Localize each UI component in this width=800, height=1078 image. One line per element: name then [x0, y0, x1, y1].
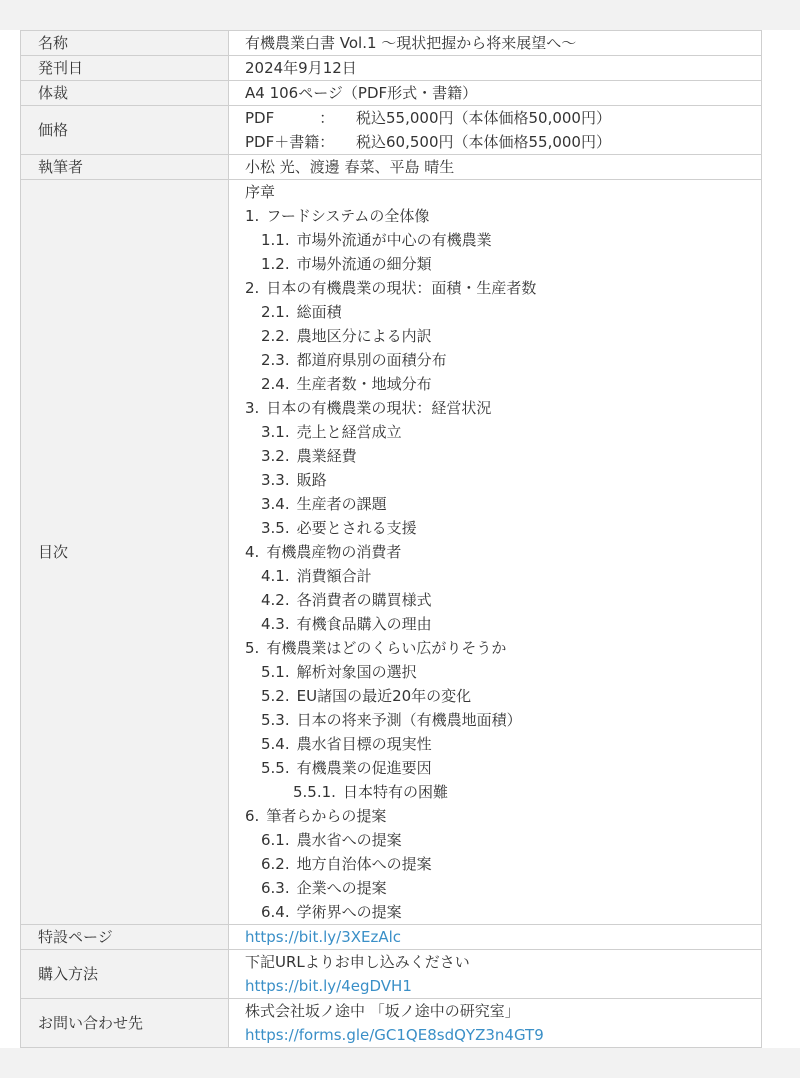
- publish-date: 2024年9月12日: [229, 56, 762, 81]
- row-title: [21, 31, 762, 56]
- row-authors: [21, 155, 762, 180]
- row-label-toc: 目次: [21, 180, 229, 925]
- price-list: [229, 106, 762, 155]
- toc-item: 5.2. EU諸国の最近20年の変化: [261, 687, 472, 705]
- toc-item: 3.3. 販路: [261, 471, 327, 489]
- toc-item: 4.3. 有機食品購入の理由: [261, 615, 432, 633]
- book-title: 有機農業白書 Vol.1 〜現状把握から将来展望へ〜: [229, 31, 762, 56]
- toc-item: 3.1. 売上と経営成立: [261, 423, 402, 441]
- purchase-instruction: 下記URLよりお申し込みください: [245, 953, 470, 971]
- price-amount: 税込55,000円（本体価格50,000円）: [356, 109, 611, 127]
- row-label-special-page: 特設ページ: [21, 925, 229, 950]
- price-line-pdf-book: [245, 130, 761, 154]
- toc-item: 2. 日本の有機農業の現状：面積・生産者数: [245, 279, 537, 297]
- row-label-format: 体裁: [21, 81, 229, 106]
- contact-company: 株式会社坂ノ途中 「坂ノ途中の研究室」: [245, 1002, 520, 1020]
- toc-item: 2.1. 総面積: [261, 303, 342, 321]
- toc-item: 1.2. 市場外流通の細分類: [261, 255, 432, 273]
- price-option-name: PDF＋書籍：: [245, 133, 335, 151]
- row-contact: [21, 999, 762, 1048]
- book-format: A4 106ページ（PDF形式・書籍）: [229, 81, 762, 106]
- toc-item: 4.2. 各消費者の購買様式: [261, 591, 432, 609]
- toc-item: 6.4. 学術界への提案: [261, 903, 402, 921]
- row-label-title: 名称: [21, 31, 229, 56]
- product-info-table: [20, 30, 762, 1048]
- toc-item: 6.2. 地方自治体への提案: [261, 855, 432, 873]
- row-price: [21, 106, 762, 155]
- price-option-name: PDF ：: [245, 109, 335, 127]
- toc-item: 3. 日本の有機農業の現状：経営状況: [245, 399, 492, 417]
- toc-item: 5.3. 日本の将来予測（有機農地面積）: [261, 711, 522, 729]
- contact-form-link[interactable]: https://forms.gle/GC1QE8sdQYZ3n4GT9: [245, 1026, 544, 1044]
- row-label-contact: お問い合わせ先: [21, 999, 229, 1048]
- purchase-link[interactable]: https://bit.ly/4egDVH1: [245, 977, 412, 995]
- toc-item: 2.2. 農地区分による内訳: [261, 327, 432, 345]
- toc-item: 5.5.1. 日本特有の困難: [293, 783, 448, 801]
- price-line-pdf: [245, 106, 761, 130]
- toc-item: 5.5. 有機農業の促進要因: [261, 759, 432, 777]
- row-label-purchase: 購入方法: [21, 950, 229, 999]
- toc-item: 4.1. 消費額合計: [261, 567, 372, 585]
- toc-item: 1. フードシステムの全体像: [245, 207, 430, 225]
- toc-item: 3.2. 農業経費: [261, 447, 357, 465]
- toc-item: 1.1. 市場外流通が中心の有機農業: [261, 231, 492, 249]
- toc-item: 2.3. 都道府県別の面積分布: [261, 351, 447, 369]
- toc-item: 序章: [245, 183, 276, 201]
- toc-item: 5.4. 農水省目標の現実性: [261, 735, 432, 753]
- price-amount: 税込60,500円（本体価格55,000円）: [356, 133, 611, 151]
- purchase-cell: [229, 950, 762, 999]
- row-toc: [21, 180, 762, 925]
- toc-item: 3.4. 生産者の課題: [261, 495, 387, 513]
- toc-item: 5. 有機農業はどのくらい広がりそうか: [245, 639, 507, 657]
- special-page-link[interactable]: https://bit.ly/3XEzAlc: [245, 928, 402, 946]
- toc-item: 6. 筆者らからの提案: [245, 807, 387, 825]
- row-label-authors: 執筆者: [21, 155, 229, 180]
- row-purchase: [21, 950, 762, 999]
- toc-item: 4. 有機農産物の消費者: [245, 543, 402, 561]
- authors: 小松 光、渡邊 春菜、平島 晴生: [229, 155, 762, 180]
- toc-item: 3.5. 必要とされる支援: [261, 519, 417, 537]
- contact-cell: [229, 999, 762, 1048]
- toc-item: 6.3. 企業への提案: [261, 879, 387, 897]
- special-page-cell: [229, 925, 762, 950]
- toc-item: 6.1. 農水省への提案: [261, 831, 402, 849]
- row-label-price: 価格: [21, 106, 229, 155]
- row-date: [21, 56, 762, 81]
- row-format: [21, 81, 762, 106]
- table-of-contents: [229, 180, 762, 925]
- row-special-page: [21, 925, 762, 950]
- toc-item: 5.1. 解析対象国の選択: [261, 663, 417, 681]
- toc-item: 2.4. 生産者数・地域分布: [261, 375, 432, 393]
- row-label-date: 発刊日: [21, 56, 229, 81]
